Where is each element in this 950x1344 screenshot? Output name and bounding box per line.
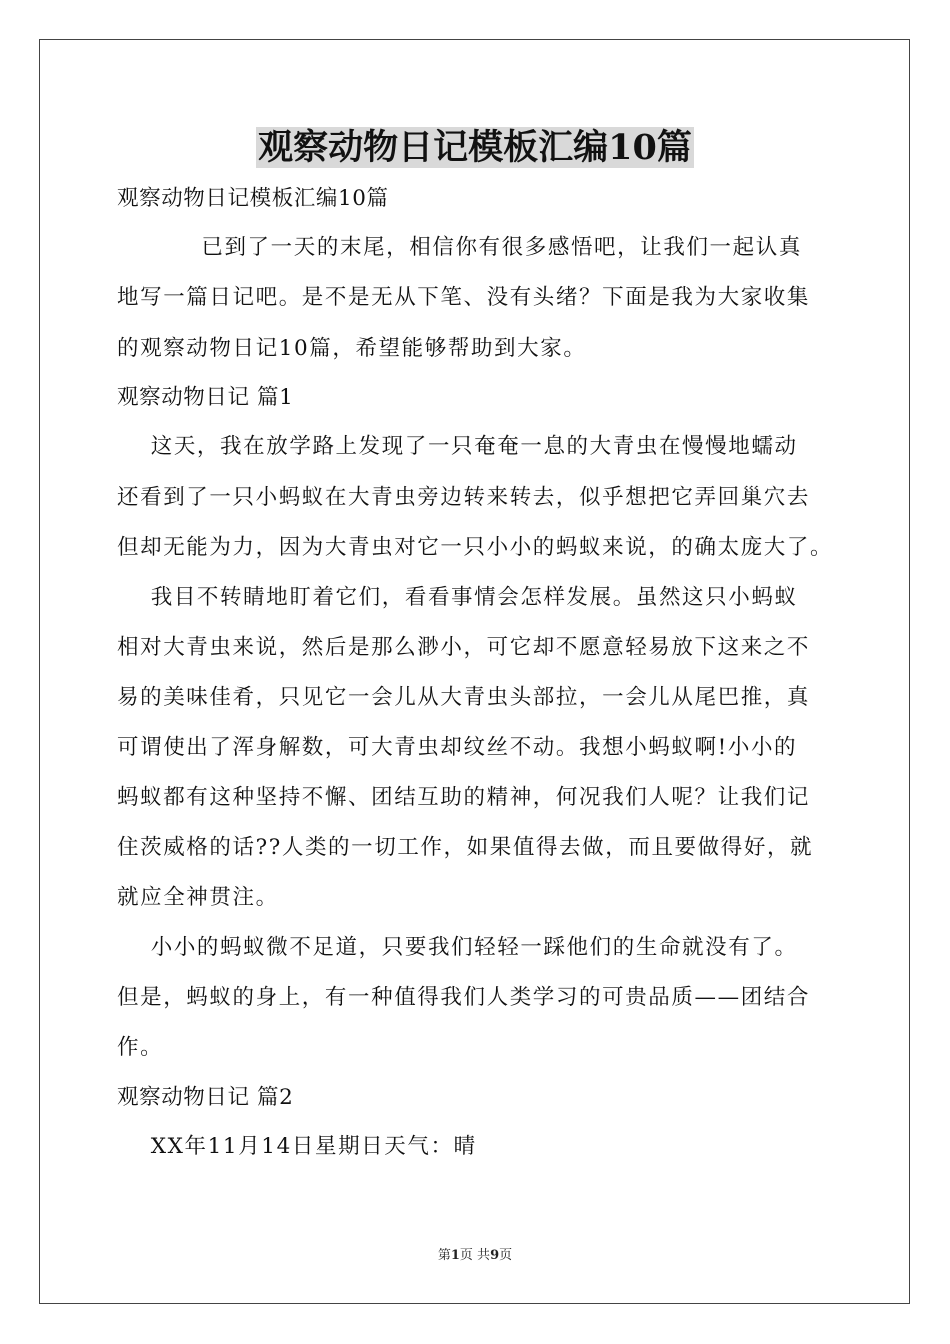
body-line: 易的美味佳肴，只见它一会儿从大青虫头部拉，一会儿从尾巴推，真: [117, 685, 811, 710]
section-heading-1: 观察动物日记 篇1: [117, 385, 294, 410]
body-line: 但是，蚂蚁的身上，有一种值得我们人类学习的可贵品质——团结合: [117, 985, 811, 1010]
document-title-text: 观察动物日记模板汇编10篇: [258, 127, 692, 168]
body-line: 就应全神贯注。: [117, 885, 279, 910]
body-line: 住茨威格的话??人类的一切工作，如果值得去做，而且要做得好，就: [117, 835, 814, 860]
body-line: 小小的蚂蚁微不足道，只要我们轻轻一踩他们的生命就没有了。: [117, 935, 798, 960]
body-line: 蚂蚁都有这种坚持不懈、团结互助的精神，何况我们人呢？让我们记: [117, 785, 811, 810]
intro-line-1: 已到了一天的末尾，相信你有很多感悟吧，让我们一起认真: [117, 235, 802, 260]
body-line: 可谓使出了浑身解数，可大青虫却纹丝不动。我想小蚂蚁啊!小小的: [117, 735, 798, 760]
footer-prefix: 第: [437, 1248, 451, 1263]
body-line: 这天，我在放学路上发现了一只奄奄一息的大青虫在慢慢地蠕动: [117, 434, 798, 459]
page-footer: [0, 1247, 950, 1265]
body-line: 相对大青虫来说，然后是那么渺小，可它却不愿意轻易放下这来之不: [117, 635, 811, 660]
body-line: 我目不转睛地盯着它们，看看事情会怎样发展。虽然这只小蚂蚁: [117, 585, 798, 610]
body-line: 作。: [117, 1035, 164, 1060]
body-line: 还看到了一只小蚂蚁在大青虫旁边转来转去，似乎想把它弄回巢穴去: [117, 485, 811, 510]
footer-total-pages: 9: [490, 1248, 500, 1263]
body-line: 但却无能为力，因为大青虫对它一只小小的蚂蚁来说，的确太庞大了。: [117, 535, 834, 560]
intro-line-3: 的观察动物日记10篇，希望能够帮助到大家。: [117, 336, 587, 361]
footer-page-number: 1: [450, 1248, 460, 1263]
body-line: XX年11月14日星期日天气：晴: [117, 1134, 477, 1159]
intro-line-2: 地写一篇日记吧。是不是无从下笔、没有头绪？下面是我为大家收集: [117, 285, 811, 310]
page-border: [39, 39, 910, 1304]
document-title: [0, 124, 950, 172]
footer-suffix: 页: [499, 1248, 513, 1263]
section-heading-2: 观察动物日记 篇2: [117, 1085, 294, 1110]
subtitle-line: 观察动物日记模板汇编10篇: [117, 186, 389, 211]
footer-middle: 页 共: [459, 1248, 491, 1263]
